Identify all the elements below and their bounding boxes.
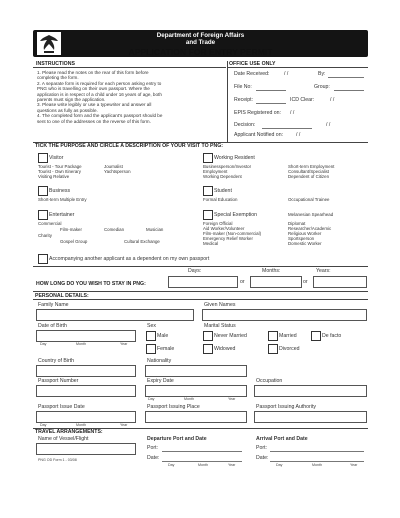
purpose-heading: TICK THE PURPOSE AND CIRCLE A DESCRIPTION OF YOUR VISIT TO PNG: bbox=[35, 143, 224, 149]
purpose-desc: Short-term Multiple Entry bbox=[38, 197, 87, 202]
dept-line-2: and Trade bbox=[185, 39, 216, 46]
instruction-line: 4. The completed form and the applicant's passport should be bbox=[37, 113, 163, 119]
office-icd-slashes: / / bbox=[330, 97, 335, 103]
office-epis-slashes: / / bbox=[290, 110, 295, 116]
business-checkbox[interactable] bbox=[38, 186, 48, 196]
purpose-desc: Medical bbox=[203, 241, 219, 246]
dept-line-1: Department of Foreign Affairs bbox=[156, 32, 245, 39]
or-text: or bbox=[303, 279, 308, 285]
divorced-checkbox[interactable] bbox=[268, 344, 278, 354]
instruction-line: PNG who is travelling on their own passport. Where the bbox=[37, 86, 150, 92]
instructions-heading: INSTRUCTIONS bbox=[36, 61, 75, 67]
issue-day-hint: Day bbox=[40, 423, 47, 427]
arrival-label: Arrival Port and Date bbox=[256, 436, 308, 442]
instruction-line: parents must sign the application. bbox=[37, 97, 106, 103]
purpose-desc: Short-term Employment bbox=[288, 164, 335, 169]
departure-year-hint: Year bbox=[228, 463, 236, 467]
stay-years-label: Years: bbox=[316, 268, 331, 274]
instruction-line: 3. Please write legibly or use a typewriter and answer all bbox=[37, 102, 152, 108]
office-by: By: bbox=[318, 71, 326, 77]
widowed-checkbox[interactable] bbox=[203, 344, 213, 354]
purpose-desc: Foreign Official bbox=[203, 221, 233, 226]
purpose-desc: Film-maker (Non-commercial) bbox=[203, 231, 262, 236]
purpose-desc: Tourist - Tour Package bbox=[38, 164, 82, 169]
purpose-desc: Tourist - Own Itinerary bbox=[38, 169, 81, 174]
departure-date-label: Date: bbox=[147, 455, 160, 461]
stay-months-label: Months: bbox=[262, 268, 281, 274]
purpose-desc: Comedian bbox=[104, 227, 125, 232]
office-file-no: File No: bbox=[234, 84, 252, 90]
arrival-date-input[interactable] bbox=[270, 461, 364, 462]
department-name bbox=[33, 32, 368, 46]
occupation-label: Occupation bbox=[256, 378, 283, 384]
dob-year-hint: Year bbox=[120, 342, 128, 346]
departure-day-hint: Day bbox=[168, 463, 175, 467]
office-use-heading: OFFICE USE ONLY bbox=[229, 61, 276, 67]
issue-year-hint: Year bbox=[120, 423, 128, 427]
widowed-label: Widowed bbox=[214, 346, 236, 352]
purpose-desc: Gospel Group bbox=[60, 239, 88, 244]
student-label: Student bbox=[214, 188, 232, 194]
nationality-label: Nationality bbox=[147, 358, 172, 364]
departure-port-input[interactable] bbox=[162, 451, 242, 452]
passport-issuing-place-input[interactable] bbox=[145, 411, 247, 423]
instruction-line: questions as fully as possible. bbox=[37, 107, 98, 113]
office-date-received: Date Received: bbox=[234, 71, 270, 77]
female-label: Female bbox=[157, 346, 175, 352]
instructions-list bbox=[37, 70, 227, 124]
never-married-checkbox[interactable] bbox=[203, 331, 213, 341]
never-married-label: Never Married bbox=[214, 333, 247, 339]
passport-issue-date-label: Passport Issue Date bbox=[38, 404, 85, 410]
travel-heading: TRAVEL ARRANGEMENTS: bbox=[35, 429, 103, 435]
family-name-input[interactable] bbox=[36, 309, 194, 321]
nationality-input[interactable] bbox=[145, 365, 247, 377]
purpose-desc: Sportsperson bbox=[288, 236, 315, 241]
special-exemption-checkbox[interactable] bbox=[203, 210, 213, 220]
purpose-desc: Cultural Exchange bbox=[124, 239, 160, 244]
passport-number-input[interactable] bbox=[36, 385, 136, 397]
occupation-input[interactable] bbox=[254, 385, 367, 397]
office-date-slashes: / / bbox=[284, 71, 289, 77]
form-id: PNG OD Form 1 - 03/08 bbox=[38, 458, 77, 462]
purpose-desc: Film-maker bbox=[60, 227, 82, 232]
passport-issuing-authority-label: Passport Issuing Authority bbox=[256, 404, 316, 410]
purpose-desc: Diplomat bbox=[288, 221, 306, 226]
entertainer-checkbox[interactable] bbox=[38, 210, 48, 220]
instruction-line: 1. Please read the notes on the rear of this form before bbox=[37, 70, 149, 75]
arrival-year-hint: Year bbox=[350, 463, 358, 467]
special-exemption-label: Special Exemption bbox=[214, 212, 257, 218]
form-title: APPLICATION FOR ENTRY PERMIT bbox=[128, 47, 273, 57]
purpose-desc: Researcher/Academic bbox=[288, 226, 332, 231]
country-birth-label: Country of Birth bbox=[38, 358, 75, 364]
purpose-desc: Businessperson/Investor bbox=[203, 164, 252, 169]
dob-day-hint: Day bbox=[40, 342, 47, 346]
female-checkbox[interactable] bbox=[146, 344, 156, 354]
purpose-desc: Musician bbox=[146, 227, 164, 232]
stay-question: HOW LONG DO YOU WISH TO STAY IN PNG: bbox=[36, 281, 146, 287]
marital-label: Marital Status bbox=[204, 323, 236, 329]
departure-month-hint: Month bbox=[198, 463, 208, 467]
student-checkbox[interactable] bbox=[203, 186, 213, 196]
instruction-line: sent to one of the addresses on the reverse of this form. bbox=[37, 118, 151, 124]
office-notified-slashes: / / bbox=[296, 132, 301, 138]
country-birth-input[interactable] bbox=[36, 365, 136, 377]
purpose-desc: Employment bbox=[203, 169, 228, 174]
entertainer-label: Entertainer bbox=[49, 212, 75, 218]
family-name-label: Family Name bbox=[38, 302, 69, 308]
purpose-desc: Aid Worker/Volunteer bbox=[203, 226, 245, 231]
visitor-checkbox[interactable] bbox=[38, 153, 48, 163]
purpose-desc: Yachtsperson bbox=[104, 169, 131, 174]
office-decision: Decision: bbox=[234, 122, 256, 128]
stay-months-input[interactable] bbox=[250, 276, 302, 288]
passport-issuing-authority-input[interactable] bbox=[254, 411, 367, 423]
arrival-port-input[interactable] bbox=[270, 451, 364, 452]
purpose-desc: Formal Education bbox=[203, 197, 238, 202]
sex-label: Sex bbox=[147, 323, 156, 329]
expiry-month-hint: Month bbox=[184, 397, 194, 401]
given-names-label: Given Names bbox=[204, 302, 236, 308]
visitor-label: Visitor bbox=[49, 155, 64, 161]
or-text: or bbox=[240, 279, 245, 285]
arrival-port-label: Port: bbox=[256, 445, 267, 451]
expiry-year-hint: Year bbox=[228, 397, 236, 401]
given-names-input[interactable] bbox=[202, 309, 367, 321]
arrival-day-hint: Day bbox=[276, 463, 283, 467]
office-notified: Applicant Notified on: bbox=[234, 132, 284, 138]
dob-label: Date of Birth bbox=[38, 323, 67, 329]
passport-number-label: Passport Number bbox=[38, 378, 79, 384]
purpose-desc: Dependent of Citizen bbox=[288, 174, 330, 179]
vessel-label: Name of Vessel/Flight bbox=[38, 436, 89, 442]
accompanying-checkbox[interactable] bbox=[38, 254, 48, 264]
departure-label: Departure Port and Date bbox=[147, 436, 207, 442]
purpose-desc: Charity bbox=[38, 233, 52, 238]
married-label: Married bbox=[279, 333, 297, 339]
vessel-input[interactable] bbox=[36, 443, 136, 455]
divorced-label: Divorced bbox=[279, 346, 300, 352]
stay-years-input[interactable] bbox=[313, 276, 367, 288]
working-resident-checkbox[interactable] bbox=[203, 153, 213, 163]
purpose-desc: Working Dependent bbox=[203, 174, 242, 179]
de-facto-checkbox[interactable] bbox=[311, 331, 321, 341]
issue-month-hint: Month bbox=[76, 423, 86, 427]
dob-month-hint: Month bbox=[76, 342, 86, 346]
instruction-line: application is in respect of a child under 16 years of age, both bbox=[37, 91, 162, 97]
stay-days-input[interactable] bbox=[168, 276, 238, 288]
office-decision-slashes: / / bbox=[326, 122, 331, 128]
purpose-desc: Domestic Worker bbox=[288, 241, 322, 246]
married-checkbox[interactable] bbox=[268, 331, 278, 341]
working-resident-label: Working Resident bbox=[214, 155, 255, 161]
purpose-desc: Occupational Trainee bbox=[288, 197, 330, 202]
office-icd-clear: ICD Clear: bbox=[290, 97, 315, 103]
office-epis: EPIS Registered on: bbox=[234, 110, 282, 116]
stay-days-label: Days: bbox=[188, 268, 202, 274]
office-group: Group: bbox=[314, 84, 330, 90]
office-receipt: Receipt: bbox=[234, 97, 254, 103]
purpose-desc: Commercial bbox=[38, 221, 62, 226]
purpose-desc: Emergency Relief Worker bbox=[203, 236, 253, 241]
departure-port-label: Port: bbox=[147, 445, 158, 451]
male-checkbox[interactable] bbox=[146, 331, 156, 341]
passport-issue-date-input[interactable] bbox=[36, 411, 136, 423]
passport-issuing-place-label: Passport Issuing Place bbox=[147, 404, 200, 410]
purpose-desc: Religious Worker bbox=[288, 231, 322, 236]
purpose-desc: Consultant/Specialist bbox=[288, 169, 330, 174]
expiry-date-label: Expiry Date bbox=[147, 378, 174, 384]
accompanying-label: Accompanying another applicant as a dependent on my own passport bbox=[49, 256, 210, 262]
arrival-date-label: Date: bbox=[256, 455, 269, 461]
instruction-line: 2. A separate form is required for each person asking entry to bbox=[37, 80, 162, 86]
male-label: Male bbox=[157, 333, 169, 339]
expiry-day-hint: Day bbox=[148, 397, 155, 401]
de-facto-label: De facto bbox=[322, 333, 342, 339]
departure-date-input[interactable] bbox=[162, 461, 242, 462]
expiry-date-input[interactable] bbox=[145, 385, 247, 397]
personal-heading: PERSONAL DETAILS: bbox=[35, 293, 89, 299]
instruction-line: completing the form. bbox=[37, 75, 79, 81]
dob-input[interactable] bbox=[36, 330, 136, 342]
purpose-desc: Melanesian Spearhead bbox=[288, 212, 334, 217]
purpose-desc: Visiting Relative bbox=[38, 174, 70, 179]
business-label: Business bbox=[49, 188, 71, 194]
purpose-desc: Journalist bbox=[104, 164, 123, 169]
arrival-month-hint: Month bbox=[312, 463, 322, 467]
